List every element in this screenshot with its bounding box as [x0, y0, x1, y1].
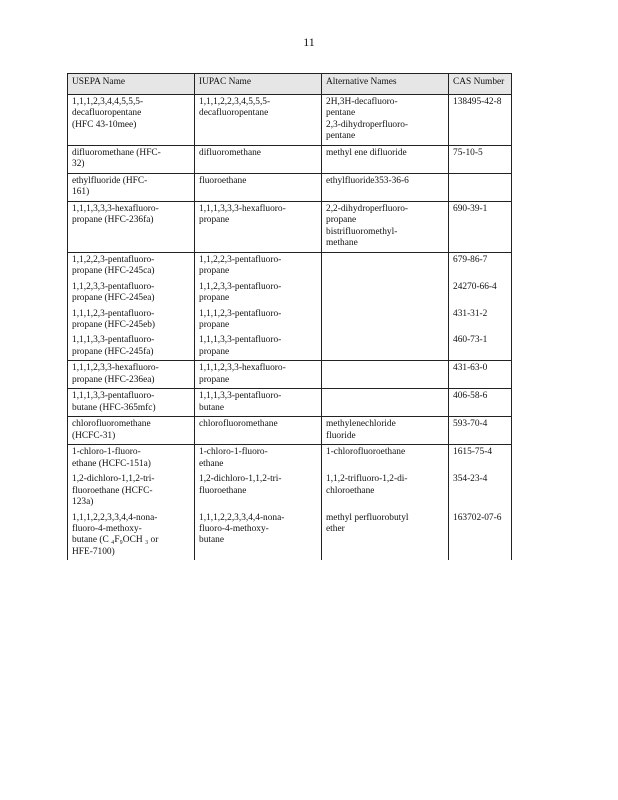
usepa-name-cell: 1,1,1,2,3-pentafluoro- propane (HFC-245eb) — [68, 307, 195, 334]
iupac-name-cell: 1,1,1,2,3,3-hexafluoro- propane — [195, 361, 322, 389]
table-header-row — [68, 74, 512, 95]
alternative-names-cell: 2,2-dihydroperfluoro- propane bistrifluoromethyl- methane — [322, 201, 449, 252]
cas-number-cell: 24270-66-4 — [449, 280, 512, 307]
alternative-names-cell — [322, 389, 449, 417]
iupac-name-cell: 1,2-dichloro-1,1,2-tri- fluoroethane — [195, 472, 322, 510]
table-row — [68, 201, 512, 252]
alternative-names-cell: methylenechloride fluoride — [322, 417, 449, 445]
alternative-names-cell — [322, 307, 449, 334]
table-row — [68, 445, 512, 472]
usepa-name-cell: 1,1,1,3,3-pentafluoro- propane (HFC-245fa) — [68, 333, 195, 360]
header-alternative-names: Alternative Names — [322, 74, 449, 95]
usepa-name-cell: 1,2-dichloro-1,1,2-tri- fluoroethane (HCFC- 123a) — [68, 472, 195, 510]
iupac-name-cell: difluoromethane — [195, 145, 322, 173]
table-row — [68, 361, 512, 389]
alternative-names-cell — [322, 252, 449, 279]
usepa-name-cell: 1,1,2,3,3-pentafluoro- propane (HFC-245ea) — [68, 280, 195, 307]
iupac-name-cell: 1,1,2,2,3-pentafluoro- propane — [195, 252, 322, 279]
table-body — [68, 95, 512, 561]
cas-number-cell: 593-70-4 — [449, 417, 512, 445]
alternative-names-cell: methyl ene difluoride — [322, 145, 449, 173]
alternative-names-cell: 2H,3H-decafluoro- pentane 2,3-dihydroperfluoro- pentane — [322, 95, 449, 146]
table-row — [68, 252, 512, 279]
iupac-name-cell: chlorofluoromethane — [195, 417, 322, 445]
table-row — [68, 173, 512, 201]
alternative-names-cell: ethylfluoride353-36-6 — [322, 173, 449, 201]
table-row — [68, 307, 512, 334]
usepa-name-cell: chlorofluoromethane (HCFC-31) — [68, 417, 195, 445]
iupac-name-cell: 1-chloro-1-fluoro- ethane — [195, 445, 322, 472]
table-row — [68, 95, 512, 146]
table-row — [68, 472, 512, 510]
usepa-name-cell: 1,1,1,2,3,3-hexafluoro- propane (HFC-236ea) — [68, 361, 195, 389]
cas-number-cell: 460-73-1 — [449, 333, 512, 360]
cas-number-cell: 163702-07-6 — [449, 511, 512, 561]
header-cas-number: CAS Number — [449, 74, 512, 95]
usepa-name-cell: 1,1,1,2,2,3,3,4,4-nona- fluoro-4-methoxy- butane (C ₄F₉OCH ₃ or HFE-7100) — [68, 511, 195, 561]
usepa-name-cell: 1,1,1,2,3,4,4,5,5,5- decafluoropentane (HFC 43-10mee) — [68, 95, 195, 146]
iupac-name-cell: 1,1,1,2,2,3,3,4,4-nona- fluoro-4-methoxy- butane — [195, 511, 322, 561]
cas-number-cell: 431-31-2 — [449, 307, 512, 334]
table-row — [68, 145, 512, 173]
cas-number-cell: 690-39-1 — [449, 201, 512, 252]
table-row — [68, 333, 512, 360]
cas-number-cell: 75-10-5 — [449, 145, 512, 173]
alternative-names-cell — [322, 361, 449, 389]
iupac-name-cell: 1,1,1,3,3-pentafluoro- butane — [195, 389, 322, 417]
iupac-name-cell: 1,1,2,3,3-pentafluoro- propane — [195, 280, 322, 307]
usepa-name-cell: 1,1,1,3,3,3-hexafluoro- propane (HFC-236fa) — [68, 201, 195, 252]
cas-number-cell: 406-58-6 — [449, 389, 512, 417]
iupac-name-cell: 1,1,1,2,3-pentafluoro- propane — [195, 307, 322, 334]
usepa-name-cell: difluoromethane (HFC- 32) — [68, 145, 195, 173]
header-iupac-name: IUPAC Name — [195, 74, 322, 95]
cas-number-cell: 1615-75-4 — [449, 445, 512, 472]
iupac-name-cell: 1,1,1,2,2,3,4,5,5,5- decafluoropentane — [195, 95, 322, 146]
iupac-name-cell: 1,1,1,3,3,3-hexafluoro- propane — [195, 201, 322, 252]
cas-number-cell: 431-63-0 — [449, 361, 512, 389]
cas-number-cell: 354-23-4 — [449, 472, 512, 510]
cas-number-cell: 679-86-7 — [449, 252, 512, 279]
iupac-name-cell: fluoroethane — [195, 173, 322, 201]
table-row — [68, 389, 512, 417]
table-row — [68, 417, 512, 445]
iupac-name-cell: 1,1,1,3,3-pentafluoro- propane — [195, 333, 322, 360]
usepa-name-cell: 1-chloro-1-fluoro- ethane (HCFC-151a) — [68, 445, 195, 472]
usepa-name-cell: ethylfluoride (HFC- 161) — [68, 173, 195, 201]
alternative-names-cell: 1-chlorofluoroethane — [322, 445, 449, 472]
alternative-names-cell: 1,1,2-trifluoro-1,2-di- chloroethane — [322, 472, 449, 510]
cas-number-cell — [449, 173, 512, 201]
header-usepa-name: USEPA Name — [68, 74, 195, 95]
table-row — [68, 511, 512, 561]
usepa-name-cell: 1,1,2,2,3-pentafluoro- propane (HFC-245ca) — [68, 252, 195, 279]
alternative-names-cell — [322, 333, 449, 360]
usepa-name-cell: 1,1,1,3,3-pentafluoro- butane (HFC-365mfc) — [68, 389, 195, 417]
alternative-names-cell: methyl perfluorobutyl ether — [322, 511, 449, 561]
table-row — [68, 280, 512, 307]
cas-number-cell: 138495-42-8 — [449, 95, 512, 146]
refrigerant-names-table — [67, 73, 512, 560]
alternative-names-cell — [322, 280, 449, 307]
page-number: 11 — [303, 35, 315, 49]
